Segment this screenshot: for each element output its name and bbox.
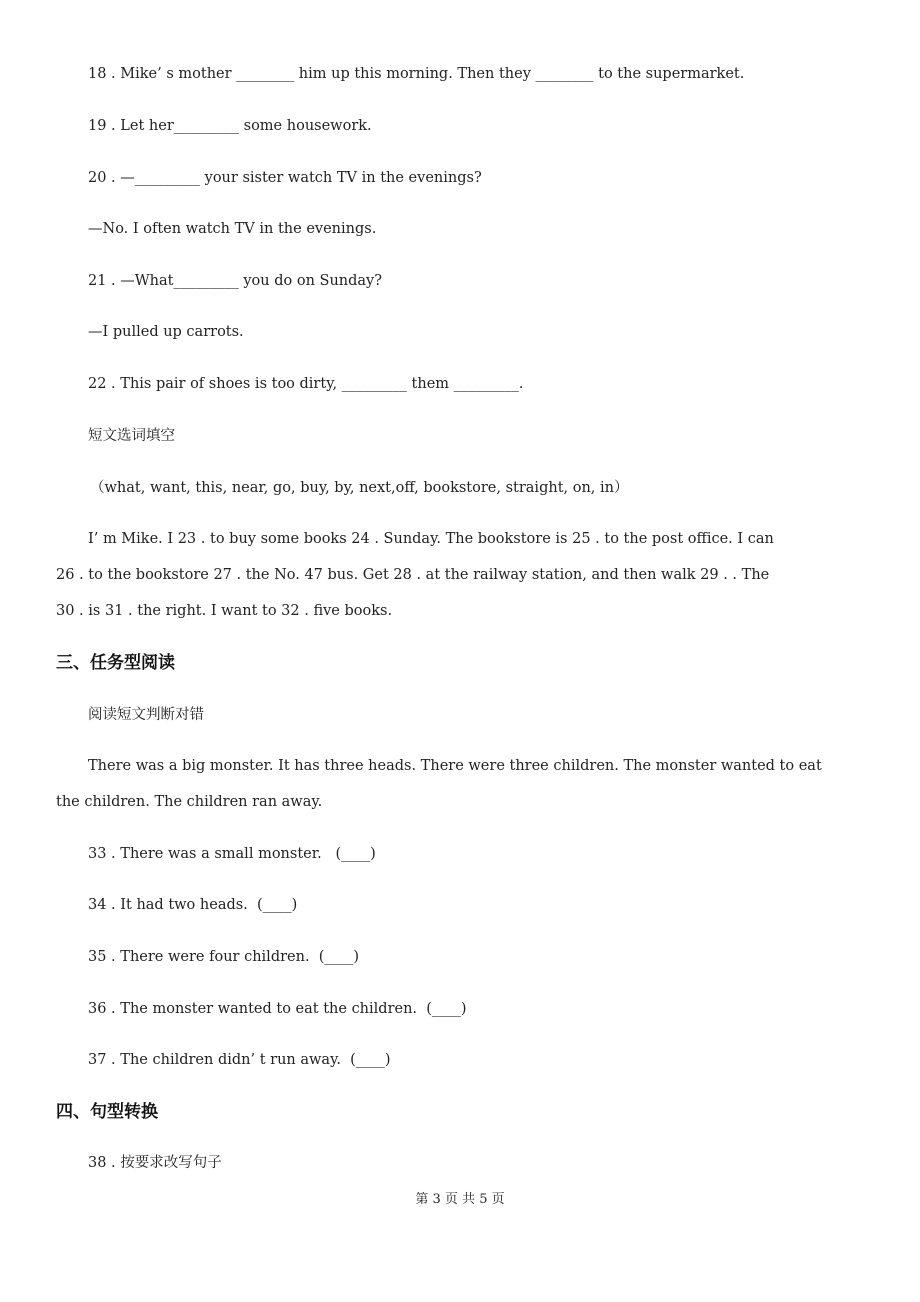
cloze-word-bank: （what, want, this, near, go, buy, by, next,off, bookstore, straight, on, in） xyxy=(90,480,629,496)
question-38: 38 . 按要求改写句子 xyxy=(88,1155,222,1171)
question-21: 21 . —What_________ you do on Sunday? xyxy=(88,273,383,289)
question-36: 36 . The monster wanted to eat the children. (____) xyxy=(88,1001,467,1017)
question-18: 18 . Mike’ s mother ________ him up this morning. Then they ________ to the supermarket. xyxy=(88,66,745,82)
cloze-passage-line-1: I’ m Mike. I 23 . to buy some books 24 . Sunday. The bookstore is 25 . to the post office. I can xyxy=(88,531,774,547)
page-number: 第 3 页 共 5 页 xyxy=(415,1192,505,1207)
question-20: 20 . —_________ your sister watch TV in the evenings? xyxy=(88,170,482,186)
cloze-passage-line-2: 26 . to the bookstore 27 . the No. 47 bus. Get 28 . at the railway station, and then walk 29 . . The xyxy=(56,567,770,583)
question-19: 19 . Let her_________ some housework. xyxy=(88,118,372,134)
section-4-heading: 四、句型转换 xyxy=(56,1102,158,1122)
question-21-answer: —I pulled up carrots. xyxy=(88,324,244,340)
cloze-passage-line-3: 30 . is 31 . the right. I want to 32 . five books. xyxy=(56,603,393,619)
question-35: 35 . There were four children. (____) xyxy=(88,949,360,965)
section-3-heading: 三、任务型阅读 xyxy=(56,653,175,673)
question-20-answer: —No. I often watch TV in the evenings. xyxy=(88,221,377,237)
question-34: 34 . It had two heads. (____) xyxy=(88,897,298,913)
reading-passage-line-2: the children. The children ran away. xyxy=(56,794,323,810)
section-3-instruction: 阅读短文判断对错 xyxy=(88,707,204,723)
cloze-title: 短文选词填空 xyxy=(88,428,175,444)
question-33: 33 . There was a small monster. (____) xyxy=(88,846,376,862)
question-37: 37 . The children didn’ t run away. (____) xyxy=(88,1052,391,1068)
reading-passage-line-1: There was a big monster. It has three heads. There were three children. The monster wanted to eat xyxy=(88,758,822,774)
question-22: 22 . This pair of shoes is too dirty, _________ them _________. xyxy=(88,376,524,392)
